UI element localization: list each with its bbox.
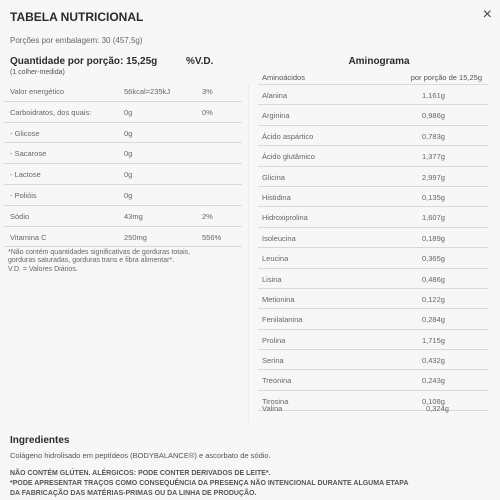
amino-value: 1,715g (422, 335, 445, 345)
amino-row (258, 289, 488, 309)
amino-name: Glicina (262, 172, 285, 182)
amino-row (258, 370, 488, 390)
nutrient-vd: 2% (202, 211, 213, 221)
amino-value: 0,243g (422, 376, 445, 386)
nutrition-row (4, 164, 242, 185)
amino-name: Prolina (262, 335, 286, 345)
ingredients-text: Colágeno hidrolisado em peptídeos (BODYBALANCE®) e ascorbato de sódio. (10, 451, 271, 460)
amino-row (258, 330, 488, 350)
amino-name: Lisina (262, 274, 282, 284)
amino-value: 0,365g (422, 254, 445, 264)
amino-value: 0,324g (426, 404, 449, 413)
amino-name: Serina (262, 356, 284, 366)
amino-name: Metionina (262, 294, 295, 304)
nutrient-name: - Sacarose (10, 149, 47, 159)
nutrient-name: Carboidratos, dos quais: (10, 107, 92, 117)
amino-name: Histidina (262, 192, 291, 202)
nutrient-value: 0g (124, 149, 133, 159)
amino-row (258, 167, 488, 187)
nutrition-header (10, 56, 230, 76)
amino-row (258, 85, 488, 105)
amino-value: 0,122g (422, 294, 445, 304)
note-text: V.D. = Valores Diários. (8, 265, 78, 273)
nutrient-name: Sódio (10, 211, 30, 221)
amino-row (258, 269, 488, 289)
amino-name: Alanina (262, 91, 288, 100)
nutrient-vd: 0% (202, 107, 213, 117)
amino-name: Isoleucina (262, 233, 296, 243)
amino-row (258, 228, 488, 248)
column-divider (248, 84, 249, 422)
nutrition-row (4, 143, 242, 164)
amino-table (258, 84, 488, 411)
serving-subheading: (1 colher-medida) (10, 69, 65, 76)
nutrient-value: 43mg (124, 211, 143, 221)
serving-heading: Quantidade por porção: 15,25g (10, 56, 158, 67)
amino-row (258, 126, 488, 146)
amino-name: Ácido aspártico (262, 131, 314, 141)
nutrient-vd: 3% (202, 87, 213, 96)
nutrition-row (4, 227, 242, 248)
warning-line: *PODE APRESENTAR TRAÇOS COMO CONSEQUÊNCIA DA PRESENÇA NÃO INTENCIONAL DURANTE ALGUMA ETAPA (10, 480, 409, 487)
amino-row (258, 248, 488, 268)
amino-value: 0,986g (422, 111, 445, 121)
nutrition-row (4, 123, 242, 144)
nutrient-name: - Glicose (10, 128, 40, 138)
amino-value: 0,284g (422, 315, 445, 325)
amino-row (258, 207, 488, 227)
warning-line: DA FABRICAÇÃO DAS MATÉRIAS-PRIMAS OU DA LINHA DE PRODUÇÃO. (10, 490, 257, 497)
amino-row (258, 105, 488, 125)
amino-name: Fenilalanina (262, 315, 303, 325)
ingredients-title: Ingredientes (10, 435, 70, 446)
nutrition-row (4, 185, 242, 206)
nutrient-value: 250mg (124, 232, 147, 242)
nutrient-vd: 556% (202, 232, 222, 242)
amino-row (258, 309, 488, 329)
amino-col-name: Aminoácidos (262, 73, 305, 82)
amino-name: Leucina (262, 254, 289, 264)
page-title: TABELA NUTRICIONAL (10, 10, 144, 24)
amino-row (262, 404, 462, 413)
amino-value: 2,997g (422, 172, 445, 182)
nutrition-row (4, 81, 242, 102)
amino-value: 0,486g (422, 274, 445, 284)
amino-name: Arginina (262, 111, 290, 121)
amino-name: Valina (262, 404, 283, 413)
nutrient-name: Valor energético (10, 87, 65, 96)
portions-text: Porções por embalagem: 30 (457,5g) (10, 36, 143, 45)
nutrient-name: - Lactose (10, 170, 41, 180)
vd-heading: %V.D. (186, 56, 214, 67)
nutrition-row (4, 206, 242, 227)
amino-col-value: por porção de 15,25g (410, 73, 482, 82)
amino-row (258, 146, 488, 166)
note-text: *Não contém quantidades significativas de gorduras totais, gorduras saturadas, gorduras trans e fibra alimentar*. (8, 249, 191, 265)
amino-value: 1,161g (422, 91, 445, 100)
amino-name: Hidroxiprolina (262, 213, 308, 223)
amino-name: Treonina (262, 376, 292, 386)
nutrition-table (4, 81, 242, 247)
nutrient-name: - Polióis (10, 190, 37, 200)
nutrient-value: 56kcal=235kJ (124, 87, 171, 96)
nutrient-value: 0g (124, 128, 133, 138)
nutrient-value: 0g (124, 170, 133, 180)
amino-value: 1,607g (422, 213, 445, 223)
amino-title: Aminograma (348, 56, 410, 67)
nutrient-name: Vitamina C (10, 232, 47, 242)
amino-value: 0,189g (422, 233, 445, 243)
amino-row (258, 187, 488, 207)
close-icon[interactable]: × (482, 6, 492, 23)
amino-name: Ácido glutâmico (262, 152, 315, 162)
nutrient-value: 0g (124, 190, 133, 200)
nutrition-row (4, 102, 242, 123)
amino-value: 1,377g (422, 152, 445, 162)
allergen-warning (10, 469, 495, 499)
nutrition-notes (8, 249, 208, 274)
amino-row (258, 350, 488, 370)
amino-name: Tirosina (262, 396, 289, 406)
nutrient-value: 0g (124, 107, 133, 117)
warning-line: NÃO CONTÉM GLÚTEN. ALÉRGICOS: PODE CONTER DERIVADOS DE LEITE*. (10, 470, 271, 477)
amino-value: 0,108g (422, 396, 445, 406)
amino-value: 0,135g (422, 192, 445, 202)
amino-value: 0,432g (422, 356, 445, 366)
amino-value: 0,783g (422, 131, 445, 141)
